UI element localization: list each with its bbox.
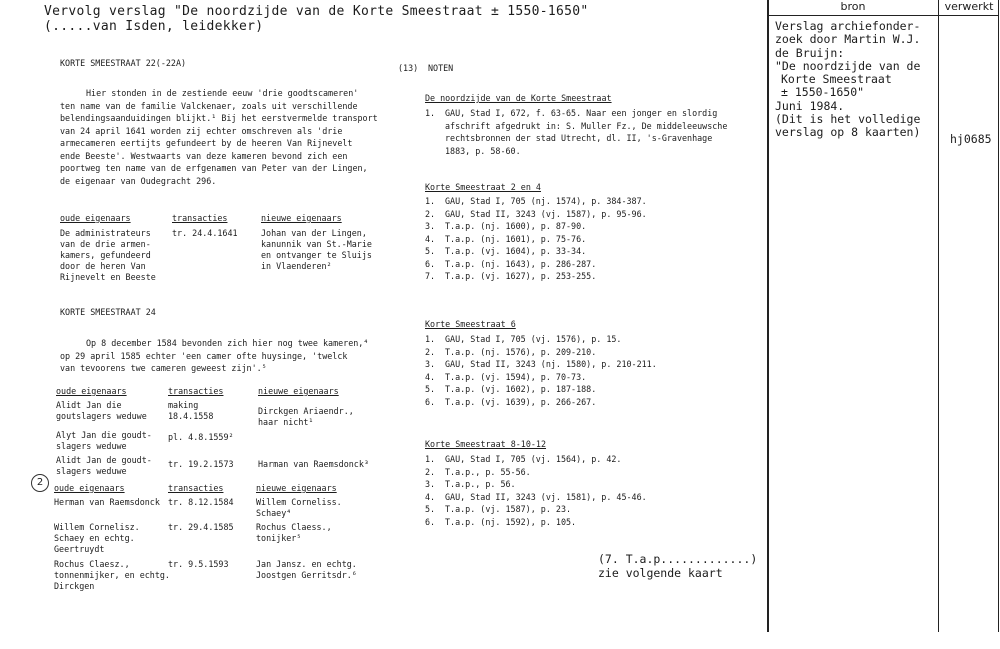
notes-group-heading: Korte Smeestraat 2 en 4 [425,182,541,192]
bron-line: (Dit is het volledige [775,112,921,127]
panel-right-border [998,0,999,632]
notes-group-items [425,107,727,157]
table-row-tx: making 18.4.1558 [168,400,214,421]
note-item: 2. T.a.p., p. 55-56. [425,466,531,477]
notes-group-items [425,333,657,408]
para-line: poortweg ten name van de erfgenamen van Peter van der Lingen, [60,163,368,173]
col-header-new-owners-2: nieuwe eigenaars [258,386,339,396]
bron-line: ± 1550-1650" [781,85,865,100]
note-item: 1. GAU, Stad I, 672, f. 63-65. Naar een jonger en slordig [425,108,718,118]
col-header-old-owners-2: oude eigenaars [56,386,127,396]
table-row-old: De administrateurs van de drie armen- kamers, gefundeerd door de heren Van Rijnevelt en Beeste [60,228,156,282]
table-row-tx: pl. 4.8.1559² [168,432,234,442]
para-line: van 24 april 1641 worden zij echter omschreven als 'drie [60,125,343,136]
note-item: 1. GAU, Stad I, 705 (nj. 1574), p. 384-387. [425,196,647,206]
notes-group-heading: Korte Smeestraat 6 [425,319,516,329]
panel-left-border [767,0,769,632]
column-header-bron: bron [840,0,866,13]
section-24-paragraph: Op 8 december 1584 bevonden zich hier nog twee kameren,⁴ op 29 april 1585 echter 'een camer ofte huysinge, 'twelck van tevoorens twe cameren geweest zijn'.⁵ [60,338,369,373]
bron-line: "De noordzijde van de [775,58,921,73]
table-row-tx: tr. 19.2.1573 [168,459,234,469]
section-title-22: KORTE SMEESTRAAT 22(-22A) [60,58,187,68]
panel-divider [938,0,939,632]
notes-group-items [425,453,647,528]
note-item: 3. T.a.p. (nj. 1600), p. 87-90. [425,221,587,231]
table-row-old: Rochus Claesz., tonnenmijker, en echtg. Dirckgen [54,559,170,591]
bron-line: verslag op 8 kaarten) [775,125,921,140]
para-line: ende Beeste'. Westwaarts van deze kameren bevond zich een [60,150,348,161]
notes-group-heading: Korte Smeestraat 8-10-12 [425,439,547,449]
table-row-new: Harman van Raemsdonck³ [258,459,369,469]
note-item: 1. GAU, Stad I, 705 (vj. 1564), p. 42. [425,454,622,464]
table-row-old: Willem Cornelisz. Schaey en echtg. Geertruydt [54,522,140,554]
page-marker: (13) [398,63,419,73]
note-item: 1883, p. 58-60. [445,145,521,156]
table-row-new: Johan van der Lingen, kanunnik van St.-Marie en ontvanger te Sluijs in Vlaenderen² [261,228,372,271]
para-line: armecameren eertijts gefundeert by de heeren Van Rijnevelt [60,138,353,148]
table-row-new: Rochus Claess., tonijker⁵ [256,522,332,543]
table-row-tx: tr. 8.12.1584 [168,497,234,507]
table-row-tx: tr. 24.4.1641 [172,228,238,238]
table-row-new: Dirckgen Ariaendr., haar nicht¹ [258,406,354,427]
note-item: 5. T.a.p. (vj. 1587), p. 23. [425,504,572,514]
notes-title: NOTEN [428,63,454,73]
para-line: ten name van de familie Valckenaer, zoals uit verschillende [60,100,358,111]
note-item: 3. T.a.p., p. 56. [425,479,516,489]
col-header-transactions: transacties [172,213,228,223]
col-header-old-owners: oude eigenaars [60,213,131,223]
table-row-old: Alyt Jan die goudt- slagers weduwe [56,430,152,451]
note-item: 1. GAU, Stad I, 705 (vj. 1576), p. 15. [425,334,622,344]
col-header-new-owners-3: nieuwe eigenaars [256,483,337,493]
para-line: Hier stonden in de zestiende eeuw 'drie goodtscameren' [86,88,359,98]
note-item: 6. T.a.p. (nj. 1643), p. 286-287. [425,258,597,269]
note-item: 5. T.a.p. (vj. 1604), p. 33-34. [425,246,587,256]
table-row-old: Alidt Jan de goudt- slagers weduwe [56,455,152,476]
col-header-old-owners-3: oude eigenaars [54,483,125,493]
note-item: 4. T.a.p. (vj. 1594), p. 70-73. [425,371,587,382]
notes-group-items [425,195,647,283]
note-item: 4. T.a.p. (nj. 1601), p. 75-76. [425,233,587,244]
panel-header-rule [767,15,999,16]
note-item: 2. GAU, Stad II, 3243 (vj. 1587), p. 95-96. [425,208,647,219]
col-header-transactions-2: transacties [168,386,224,396]
col-header-transactions-3: transacties [168,483,224,493]
note-item: 6. T.a.p. (vj. 1639), p. 266-267. [425,396,597,407]
bron-text [775,20,920,140]
bron-line: zoek door Martin W.J. [775,32,921,47]
margin-note-marker: 2 [31,474,49,492]
note-item: afschrift afgedrukt in: S. Muller Fz., De middeleeuwsche [445,120,728,131]
table-row-new: Jan Jansz. en echtg. Joostgen Gerritsdr.⁶ [256,559,357,580]
note-item: 3. GAU, Stad II, 3243 (nj. 1580), p. 210-211. [425,359,657,369]
table-row-tx: tr. 9.5.1593 [168,559,229,569]
note-item: 5. T.a.p. (vj. 1602), p. 187-188. [425,384,597,394]
card-header-line-1: Vervolg verslag "De noordzijde van de Korte Smeestraat ± 1550-1650" [44,4,589,19]
note-item: 4. GAU, Stad II, 3243 (vj. 1581), p. 45-46. [425,491,647,502]
col-header-new-owners: nieuwe eigenaars [261,213,342,223]
column-header-verwerkt: verwerkt [944,0,994,13]
bron-line: Juni 1984. [775,98,845,113]
bron-line: Korte Smeestraat [781,72,892,87]
section-title-24: KORTE SMEESTRAAT 24 [60,307,156,317]
table-row-old: Alidt Jan die goutslagers weduwe [56,400,147,421]
table-row-tx: tr. 29.4.1585 [168,522,234,532]
verwerkt-code: hj0685 [950,132,992,146]
continuation-note: (7. T.a.p.............) zie volgende kaart [598,552,758,580]
card-header-line-2: (.....van Isden, leidekker) [44,19,264,34]
para-line: belendingsaanduidingen blijkt.¹ Bij het eerstvermelde transport [60,113,378,123]
note-item: 2. T.a.p. (nj. 1576), p. 209-210. [425,346,597,357]
bron-line: Verslag archiefonder- [775,19,921,33]
note-item: 6. T.a.p. (nj. 1592), p. 105. [425,516,577,527]
para-line: de eigenaar van Oudegracht 296. [60,175,217,186]
table-row-old: Herman van Raemsdonck [54,497,160,507]
section-22-paragraph [60,87,378,187]
note-item: 7. T.a.p. (vj. 1627), p. 253-255. [425,271,597,281]
note-item: rechtsbronnen der stad Utrecht, dl. II, 's-Gravenhage [445,133,713,143]
notes-group-heading: De noordzijde van de Korte Smeestraat [425,93,612,103]
table-row-new: Willem Corneliss. Schaey⁴ [256,497,342,518]
bron-line: de Bruijn: [775,45,845,60]
